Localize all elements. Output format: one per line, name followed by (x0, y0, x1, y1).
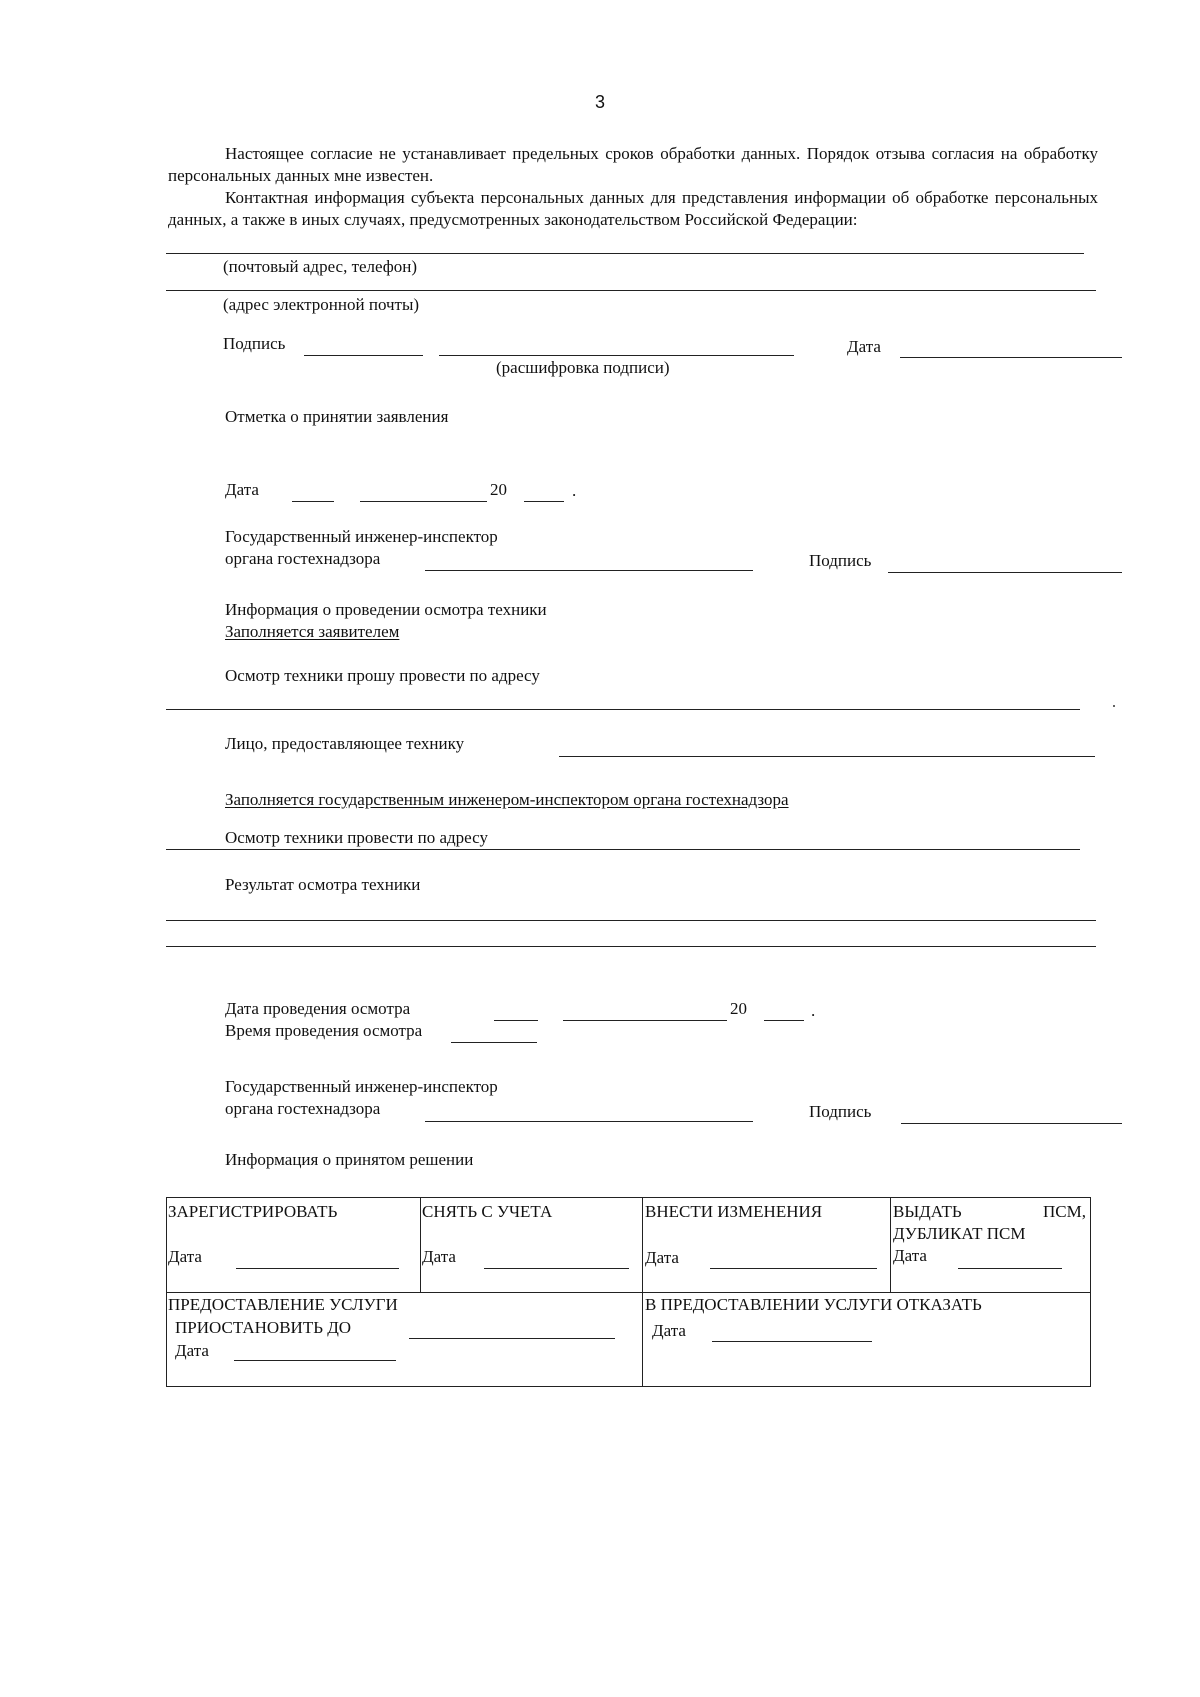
register-option[interactable]: ЗАРЕГИСТРИРОВАТЬ (168, 1202, 338, 1221)
acceptance-year-field[interactable] (524, 501, 564, 502)
inspection-inspector-line1: Государственный инженер-инспектор (225, 1077, 498, 1096)
signature-field[interactable] (304, 355, 423, 356)
inspection-inspector-field[interactable] (425, 1121, 753, 1122)
inspection-date-dot: . (811, 1001, 816, 1020)
acceptance-date-dot: . (572, 481, 577, 500)
acceptance-inspector-line1: Государственный инженер-инспектор (225, 527, 498, 546)
email-field[interactable] (166, 290, 1096, 291)
inspection-signature-label: Подпись (809, 1102, 872, 1121)
refuse-date-field[interactable] (712, 1341, 872, 1342)
inspection-year-field[interactable] (764, 1020, 804, 1021)
inspection-result-field-1[interactable] (166, 920, 1096, 921)
decision-table-row-divider (166, 1292, 1091, 1293)
date-field[interactable] (900, 357, 1122, 358)
decision-title: Информация о принятом решении (225, 1150, 474, 1169)
signature-label: Подпись (223, 334, 286, 353)
deregister-option[interactable]: СНЯТЬ С УЧЕТА (422, 1202, 553, 1221)
signature-decoding-field[interactable] (439, 355, 794, 356)
stray-mark (1113, 705, 1115, 707)
page-number: 3 (594, 92, 605, 112)
acceptance-year-prefix: 20 (490, 480, 507, 499)
suspend-until-field[interactable] (409, 1338, 615, 1339)
issue-option-psm[interactable]: ПСМ, (1043, 1202, 1086, 1221)
applicant-note: Заполняется заявителем (225, 622, 400, 641)
suspend-date-field[interactable] (234, 1360, 396, 1361)
issue-option-duplicate[interactable]: ДУБЛИКАТ ПСМ (893, 1224, 1026, 1243)
inspection-address-confirm: Осмотр техники провести по адресу (225, 828, 488, 847)
acceptance-day-field[interactable] (292, 501, 334, 502)
decision-table-divider-3 (890, 1197, 891, 1292)
refuse-date-label: Дата (652, 1321, 686, 1340)
acceptance-signature-label: Подпись (809, 551, 872, 570)
date-label: Дата (847, 337, 881, 356)
refuse-option[interactable]: В ПРЕДОСТАВЛЕНИИ УСЛУГИ ОТКАЗАТЬ (645, 1295, 982, 1314)
suspend-option-line1[interactable]: ПРЕДОСТАВЛЕНИЕ УСЛУГИ (168, 1295, 398, 1314)
inspection-year-prefix: 20 (730, 999, 747, 1018)
suspend-date-label: Дата (175, 1341, 209, 1360)
register-date-field[interactable] (236, 1268, 399, 1269)
inspection-time-field[interactable] (451, 1042, 537, 1043)
postal-address-field[interactable] (166, 253, 1084, 254)
inspection-address-confirm-field[interactable] (166, 849, 1080, 850)
inspection-inspector-line2: органа гостехнадзора (225, 1099, 381, 1118)
amend-option[interactable]: ВНЕСТИ ИЗМЕНЕНИЯ (645, 1202, 823, 1221)
inspection-address-field[interactable] (166, 709, 1080, 710)
decision-table-divider-1 (420, 1197, 421, 1292)
suspend-option-line2[interactable]: ПРИОСТАНОВИТЬ ДО (175, 1318, 352, 1337)
acceptance-inspector-field[interactable] (425, 570, 753, 571)
person-label: Лицо, предоставляющее технику (225, 734, 465, 753)
amend-date-field[interactable] (710, 1268, 877, 1269)
postal-address-hint: (почтовый адрес, телефон) (223, 257, 418, 276)
consent-text (168, 143, 1098, 231)
inspector-note: Заполняется государственным инженером-инспектором органа гостехнадзора (225, 790, 789, 809)
inspection-title: Информация о проведении осмотра техники (225, 600, 547, 619)
deregister-date-label: Дата (422, 1247, 456, 1266)
inspection-address-request: Осмотр техники прошу провести по адресу (225, 666, 540, 685)
inspection-result-field-2[interactable] (166, 946, 1096, 947)
acceptance-inspector-line2: органа гостехнадзора (225, 549, 381, 568)
acceptance-date-label: Дата (225, 480, 259, 499)
register-date-label: Дата (168, 1247, 202, 1266)
decision-table-divider-2 (642, 1197, 643, 1387)
acceptance-month-field[interactable] (360, 501, 487, 502)
inspection-signature-field[interactable] (901, 1123, 1122, 1124)
contact-info-paragraph: Контактная информация субъекта персональных данных для представления информации об обработке персональных данных, а также в иных случаях, предусмотренных законодательством Российской Федерации: (168, 188, 1098, 229)
inspection-time-label: Время проведения осмотра (225, 1021, 423, 1040)
signature-decoding-hint: (расшифровка подписи) (496, 358, 670, 377)
issue-option-word[interactable]: ВЫДАТЬ (893, 1202, 962, 1221)
person-field[interactable] (559, 756, 1095, 757)
acceptance-signature-field[interactable] (888, 572, 1122, 573)
acceptance-title: Отметка о принятии заявления (225, 407, 449, 426)
consent-paragraph: Настоящее согласие не устанавливает предельных сроков обработки данных. Порядок отзыва согласия на обработку персональных данных мне известен. (168, 144, 1098, 185)
deregister-date-field[interactable] (484, 1268, 629, 1269)
amend-date-label: Дата (645, 1248, 679, 1267)
email-hint: (адрес электронной почты) (223, 295, 420, 314)
issue-date-field[interactable] (958, 1268, 1062, 1269)
inspection-result-label: Результат осмотра техники (225, 875, 421, 894)
inspection-date-label: Дата проведения осмотра (225, 999, 411, 1018)
issue-date-label: Дата (893, 1246, 927, 1265)
inspection-day-field[interactable] (494, 1020, 538, 1021)
inspection-month-field[interactable] (563, 1020, 727, 1021)
